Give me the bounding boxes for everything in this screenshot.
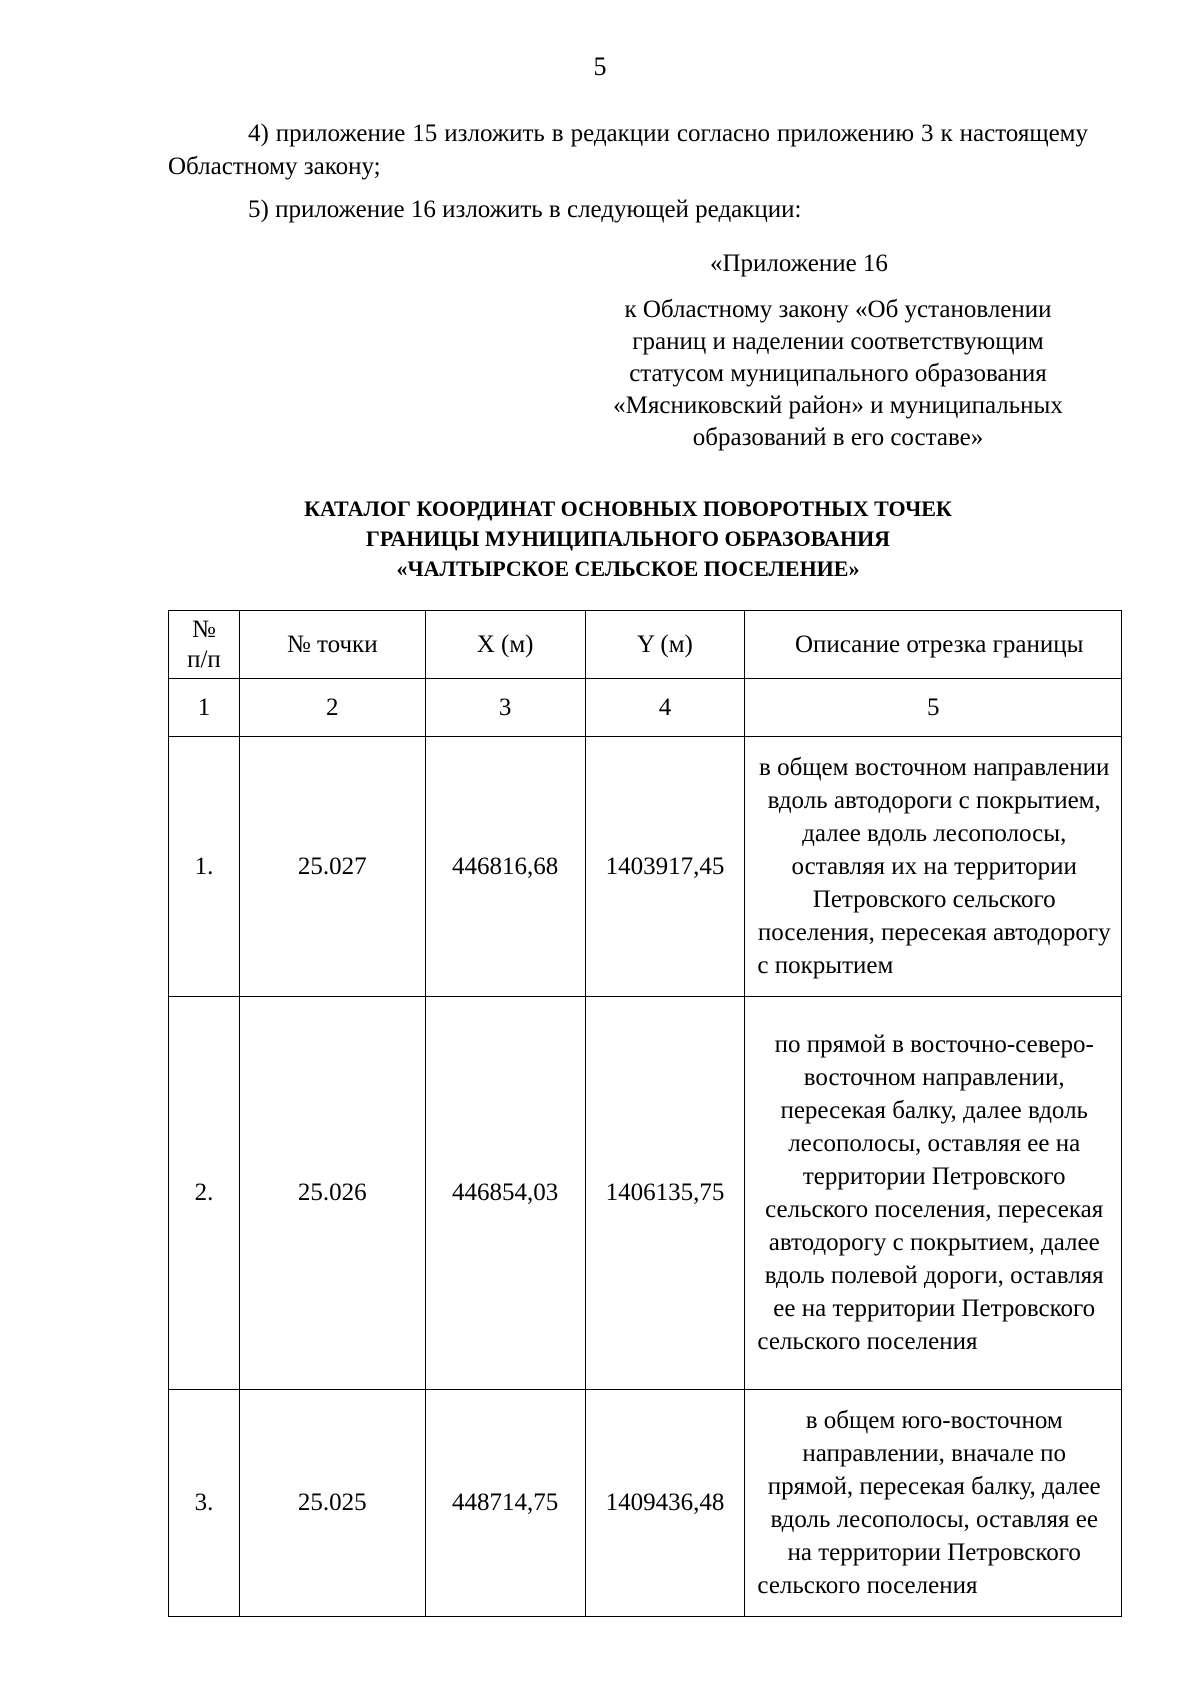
catalog-title-line: КАТАЛОГ КООРДИНАТ ОСНОВНЫХ ПОВОРОТНЫХ ТОЧЕК (304, 496, 952, 521)
header-point: № точки (239, 611, 425, 679)
column-number: 2 (239, 679, 425, 737)
appendix-line: к Областному закону «Об установлении (624, 296, 1052, 323)
paragraph-item-5 (168, 193, 1088, 226)
table-row (169, 737, 1122, 997)
cell-y: 1403917,45 (585, 737, 745, 997)
catalog-title (168, 494, 1088, 584)
cell-x: 448714,75 (425, 1390, 585, 1617)
paragraph-item-4 (168, 117, 1088, 183)
header-y: Y (м) (585, 611, 745, 679)
table-row (169, 1390, 1122, 1617)
column-number: 5 (745, 679, 1122, 737)
column-number: 3 (425, 679, 585, 737)
column-number: 1 (169, 679, 240, 737)
cell-x: 446854,03 (425, 997, 585, 1390)
cell-num: 1. (169, 737, 240, 997)
appendix-line: «Мясниковский район» и муниципальных (613, 392, 1063, 419)
appendix-line: образований в его составе» (692, 424, 984, 451)
cell-num: 3. (169, 1390, 240, 1617)
appendix-subtitle (560, 294, 1116, 454)
page-number: 5 (593, 52, 607, 81)
header-x: X (м) (425, 611, 585, 679)
header-num-line1: № (192, 615, 216, 643)
cell-point: 25.026 (239, 997, 425, 1390)
catalog-title-line: «ЧАЛТЫРСКОЕ СЕЛЬСКОЕ ПОСЕЛЕНИЕ» (396, 556, 860, 581)
header-num-line2: п/п (187, 645, 221, 673)
cell-point: 25.027 (239, 737, 425, 997)
header-description: Описание отрезка границы (745, 611, 1122, 679)
cell-description: в общем юго-восточном направлении, вначале по прямой, пересекая балку, далее вдоль лесополосы, оставляя ее на территории Петровского сельского поселения (745, 1390, 1122, 1617)
cell-x: 446816,68 (425, 737, 585, 997)
cell-point: 25.025 (239, 1390, 425, 1617)
appendix-title: «Приложение 16 (710, 250, 888, 277)
cell-y: 1406135,75 (585, 997, 745, 1390)
appendix-line: статусом муниципального образования (629, 360, 1047, 387)
header-num (169, 611, 240, 679)
coordinates-table (168, 610, 1122, 1617)
catalog-title-line: ГРАНИЦЫ МУНИЦИПАЛЬНОГО ОБРАЗОВАНИЯ (365, 526, 891, 551)
cell-num: 2. (169, 997, 240, 1390)
cell-description: в общем восточном направлении вдоль автодороги с покрытием, далее вдоль лесополосы, оставляя их на территории Петровского сельского поселения, пересекая автодорогу с покрытием (745, 737, 1122, 997)
column-number-row (169, 679, 1122, 737)
paragraph-item-4-text: 4) приложение 15 изложить в редакции согласно приложению 3 к настоящему Областному закону; (168, 120, 1088, 180)
table-header-row (169, 611, 1122, 679)
column-number: 4 (585, 679, 745, 737)
paragraph-item-5-text: 5) приложение 16 изложить в следующей редакции: (248, 196, 802, 223)
table-row (169, 997, 1122, 1390)
cell-y: 1409436,48 (585, 1390, 745, 1617)
cell-description: по прямой в восточно-северо-восточном направлении, пересекая балку, далее вдоль лесополосы, оставляя ее на территории Петровского сельского поселения, пересекая автодорогу с покрытием, далее вдоль полевой дороги, оставляя ее на территории Петровского сельского поселения (745, 997, 1122, 1390)
appendix-line: границ и наделении соответствующим (632, 328, 1044, 355)
